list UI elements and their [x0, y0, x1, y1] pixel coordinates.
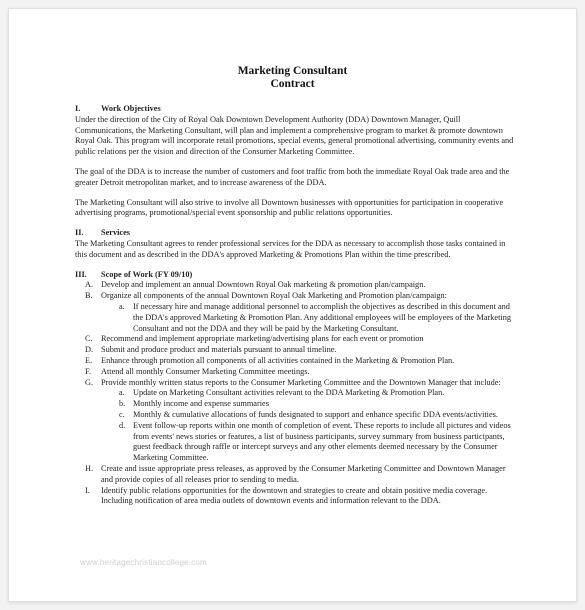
- sub-list-item: [75, 388, 515, 399]
- list-text: Submit and produce product and materials pursuant to annual timeline.: [101, 345, 337, 355]
- list-item: [75, 334, 515, 345]
- paragraph: Under the direction of the City of Royal Oak Downtown Development Authority (DDA) Downtown Manager, Quill Communications, the Marketing Consultant, will plan and implement a comprehensive program to market & promote downtown Royal Oak. This program will incorporate retail promotions, special events, general promotional advertising, community events and public relations per the vision and direction of the Consumer Marketing Committee.: [75, 114, 514, 157]
- list-marker: C.: [85, 334, 93, 344]
- sub-list-item: [75, 410, 515, 421]
- section-heading: [75, 270, 515, 281]
- list-marker: E.: [85, 355, 93, 365]
- section-heading: [75, 104, 515, 115]
- list-item: [75, 345, 515, 356]
- list-text: Attend all monthly Consumer Marketing Committee meetings.: [101, 366, 310, 376]
- list-marker: D.: [85, 345, 94, 355]
- list-marker: b.: [119, 399, 126, 409]
- list-text: Provide monthly written status reports to the Consumer Marketing Committee and the Downtown Manager that include:: [101, 377, 501, 387]
- list-text: Recommend and implement appropriate marketing/advertising plans for each event or promotion: [101, 334, 424, 344]
- list-marker: d.: [119, 420, 126, 430]
- document-title: Marketing Consultant: [237, 65, 348, 77]
- list-item: [75, 464, 515, 486]
- list-item: [75, 280, 515, 291]
- section-number: III.: [75, 269, 87, 279]
- section-title: Scope of Work (FY 09/10): [101, 269, 193, 279]
- list-text: Monthly income and expense summaries: [133, 399, 269, 409]
- list-marker: c.: [119, 409, 125, 419]
- list-marker: F.: [85, 366, 92, 376]
- list-item: [75, 367, 515, 378]
- list-text: Update on Marketing Consultant activities relevant to the DDA Marketing & Promotion Plan.: [133, 388, 445, 398]
- section-heading: [75, 228, 515, 239]
- list-text: Event follow-up reports within one month of completion of event. These reports to include all pictures and videos from events' news stories or features, a list of business participants, survey summary from business participants, guest feedback through raffle or intercept surveys and any other elements deemed necessary by the Consumer Marketing Committee.: [133, 420, 511, 463]
- document-page: [9, 9, 576, 601]
- list-marker: I.: [85, 485, 90, 495]
- section-number: II.: [75, 228, 84, 238]
- paragraph: The Marketing Consultant will also strive to involve all Downtown businesses with opportunities for participation in cooperative advertising programs, promotional/special event sponsorship and public relations opportunities.: [75, 197, 504, 218]
- list-text: Create and issue appropriate press releases, as approved by the Consumer Marketing Committee and Downtown Manager and provide copies of all releases prior to sending to media.: [101, 463, 506, 484]
- list-marker: A.: [85, 280, 94, 290]
- list-marker: G.: [85, 377, 94, 387]
- list-marker: a.: [119, 388, 125, 398]
- document-subtitle: Contract: [270, 78, 315, 90]
- list-item: [75, 486, 515, 508]
- watermark: www.heritagechristiancollege.com: [80, 558, 207, 567]
- paragraph: The Marketing Consultant agrees to render professional services for the DDA as necessary to accomplish those tasks contained in this document and as described in the DDA's approved Marketing & Promotions Plan within the time prescribed.: [75, 238, 506, 259]
- list-marker: B.: [85, 291, 93, 301]
- sub-list-item: [75, 399, 515, 410]
- sub-list-item: [75, 421, 515, 464]
- sub-list-item: [75, 302, 515, 334]
- section-title: Work Objectives: [101, 104, 161, 113]
- list-text: Enhance through promotion all components of all activities contained in the Marketing & Promotion Plan.: [101, 355, 455, 365]
- document-body: [75, 104, 515, 507]
- list-text: Identify public relations opportunities for the downtown and strategies to create and obtain positive media coverage. Including notification of area media outlets of downtown events and information relevant to the DDA.: [101, 485, 488, 506]
- paragraph: The goal of the DDA is to increase the number of customers and foot traffic from both the immediate Royal Oak trade area and the greater Detroit metropolitan market, and to increase awareness of the DDA.: [75, 166, 510, 187]
- list-text: If necessary hire and manage additional personnel to accomplish the objectives as described in this document and the DDA's approved Marketing & Promotion Plan. Any additional employees will be employees of the Marketing Consultant and not the DDA and they will be paid by the Marketing Consultant.: [133, 301, 512, 333]
- section-title: Services: [101, 228, 131, 238]
- list-item: [75, 378, 515, 389]
- section-number: I.: [75, 104, 81, 113]
- list-text: Monthly & cumulative allocations of funds designated to support and enhance specific DDA events/activities.: [133, 409, 498, 419]
- list-marker: H.: [85, 463, 94, 473]
- list-item: [75, 356, 515, 367]
- list-text: Organize all components of the annual Downtown Royal Oak Marketing and Promotion plan/campaign:: [101, 291, 447, 301]
- list-marker: a.: [119, 301, 125, 311]
- list-item: [75, 291, 515, 302]
- list-text: Develop and implement an annual Downtown Royal Oak marketing & promotion plan/campaign.: [101, 280, 426, 290]
